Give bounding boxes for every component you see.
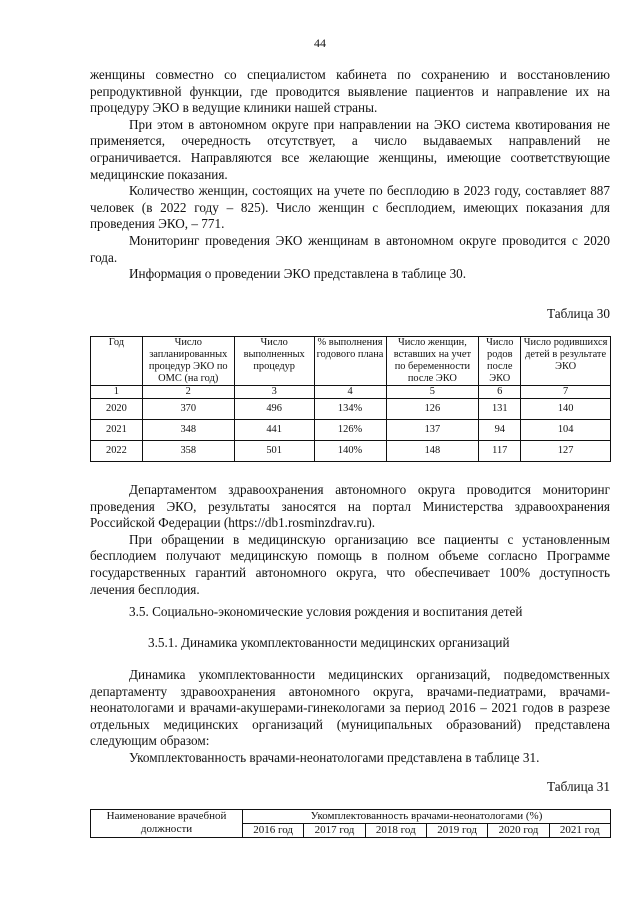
table-30-column-number: 7	[521, 386, 611, 399]
table-cell: 496	[234, 399, 314, 420]
table-30-caption: Таблица 30	[547, 306, 610, 321]
table-31-group-header: Укомплектованность врачами-неонатологами (%)	[243, 810, 611, 824]
monitoring-text-block	[90, 482, 610, 598]
table-31-caption: Таблица 31	[547, 779, 610, 794]
table-31-year-cell: 2017 год	[304, 824, 365, 838]
table-row	[91, 399, 611, 420]
section-heading-3-5-1: 3.5.1. Динамика укомплектованности медицинских организаций	[148, 635, 510, 650]
table-30-header-cell: Год	[91, 337, 143, 386]
table-cell: 348	[142, 420, 234, 441]
paragraph: женщины совместно со специалистом кабинета по сохранению и восстановлению репродуктивной функции, где проводится выявление пациентов и направление их на процедуру ЭКО в ведущие клиники нашей страны.	[90, 67, 610, 116]
intro-text-block	[90, 67, 610, 283]
table-31-year-cell: 2020 год	[488, 824, 549, 838]
table-cell: 140	[521, 399, 611, 420]
table-30-column-number: 3	[234, 386, 314, 399]
table-30-column-number: 2	[142, 386, 234, 399]
table-cell: 441	[234, 420, 314, 441]
paragraph: Динамика укомплектованности медицинских организаций, подведомственных департаменту здравоохранения автономного округа, врачами-педиатрами, врачами-неонатологами и врачами-акушерами-гинекологами за период 2016 – 2021 годов в разрезе отдельных медицинских организаций (муниципальных образований) представлена следующим образом:	[90, 667, 610, 749]
table-30-column-number: 6	[479, 386, 521, 399]
table-row	[91, 441, 611, 462]
table-cell: 2022	[91, 441, 143, 462]
section-heading-3-5: 3.5. Социально-экономические условия рождения и воспитания детей	[129, 604, 523, 619]
table-30-header-cell: Число родившихся детей в результате ЭКО	[521, 337, 611, 386]
table-31-year-cell: 2019 год	[426, 824, 487, 838]
table-cell: 137	[386, 420, 479, 441]
table-30-header-cell: Число запланированных процедур ЭКО по ОМС (на год)	[142, 337, 234, 386]
table-31	[90, 809, 611, 838]
staffing-text-block	[90, 667, 610, 767]
table-30-header-cell: Число выполненных процедур	[234, 337, 314, 386]
table-cell: 134%	[314, 399, 386, 420]
table-cell: 126%	[314, 420, 386, 441]
table-cell: 140%	[314, 441, 386, 462]
table-cell: 117	[479, 441, 521, 462]
table-cell: 370	[142, 399, 234, 420]
paragraph: Департаментом здравоохранения автономного округа проводится мониторинг проведения ЭКО, результаты заносятся на портал Министерства здравоохранения Российской Федерации (https://db1.rosminzdrav.ru).	[90, 482, 610, 531]
table-30-header-cell: % выполнения годового плана	[314, 337, 386, 386]
paragraph: Укомплектованность врачами-неонатологами представлена в таблице 31.	[129, 749, 540, 765]
paragraph: При этом в автономном округе при направлении на ЭКО система квотирования не применяется, очередность отсутствует, а число выдаваемых направлений не ограничивается. Направляются все желающие женщины, имеющие соответствующие медицинские показания.	[90, 116, 610, 182]
table-31-position-header: Наименование врачебной должности	[91, 810, 243, 838]
paragraph: Информация о проведении ЭКО представлена в таблице 30.	[129, 266, 467, 282]
paragraph: Мониторинг проведения ЭКО женщинам в автономном округе проводится с 2020 года.	[90, 232, 610, 265]
table-cell: 2021	[91, 420, 143, 441]
table-30-column-numbers	[91, 386, 611, 399]
page-number: 44	[314, 36, 326, 50]
table-30-header-row	[91, 337, 611, 386]
table-cell: 501	[234, 441, 314, 462]
table-cell: 358	[142, 441, 234, 462]
table-cell: 127	[521, 441, 611, 462]
paragraph: Количество женщин, состоящих на учете по бесплодию в 2023 году, составляет 887 человек (в 2022 году – 825). Число женщин с бесплодием, имеющих показания для проведения ЭКО, – 771.	[90, 183, 610, 232]
table-30-column-number: 5	[386, 386, 479, 399]
table-row	[91, 420, 611, 441]
table-31-year-cell: 2021 год	[549, 824, 610, 838]
table-31-year-cell: 2018 год	[365, 824, 426, 838]
table-30-column-number: 1	[91, 386, 143, 399]
table-cell: 126	[386, 399, 479, 420]
table-31-year-cell: 2016 год	[243, 824, 304, 838]
table-30	[90, 336, 611, 462]
table-cell: 94	[479, 420, 521, 441]
table-cell: 104	[521, 420, 611, 441]
table-30-column-number: 4	[314, 386, 386, 399]
paragraph: При обращении в медицинскую организацию все пациенты с установленным бесплодием получают медицинскую помощь в полном объеме согласно Программе государственных гарантий автономного округа, что обеспечивает 100% доступность лечения бесплодия.	[90, 531, 610, 597]
table-30-header-cell: Число родов после ЭКО	[479, 337, 521, 386]
table-cell: 131	[479, 399, 521, 420]
table-cell: 2020	[91, 399, 143, 420]
table-cell: 148	[386, 441, 479, 462]
table-30-header-cell: Число женщин, вставших на учет по беременности после ЭКО	[386, 337, 479, 386]
